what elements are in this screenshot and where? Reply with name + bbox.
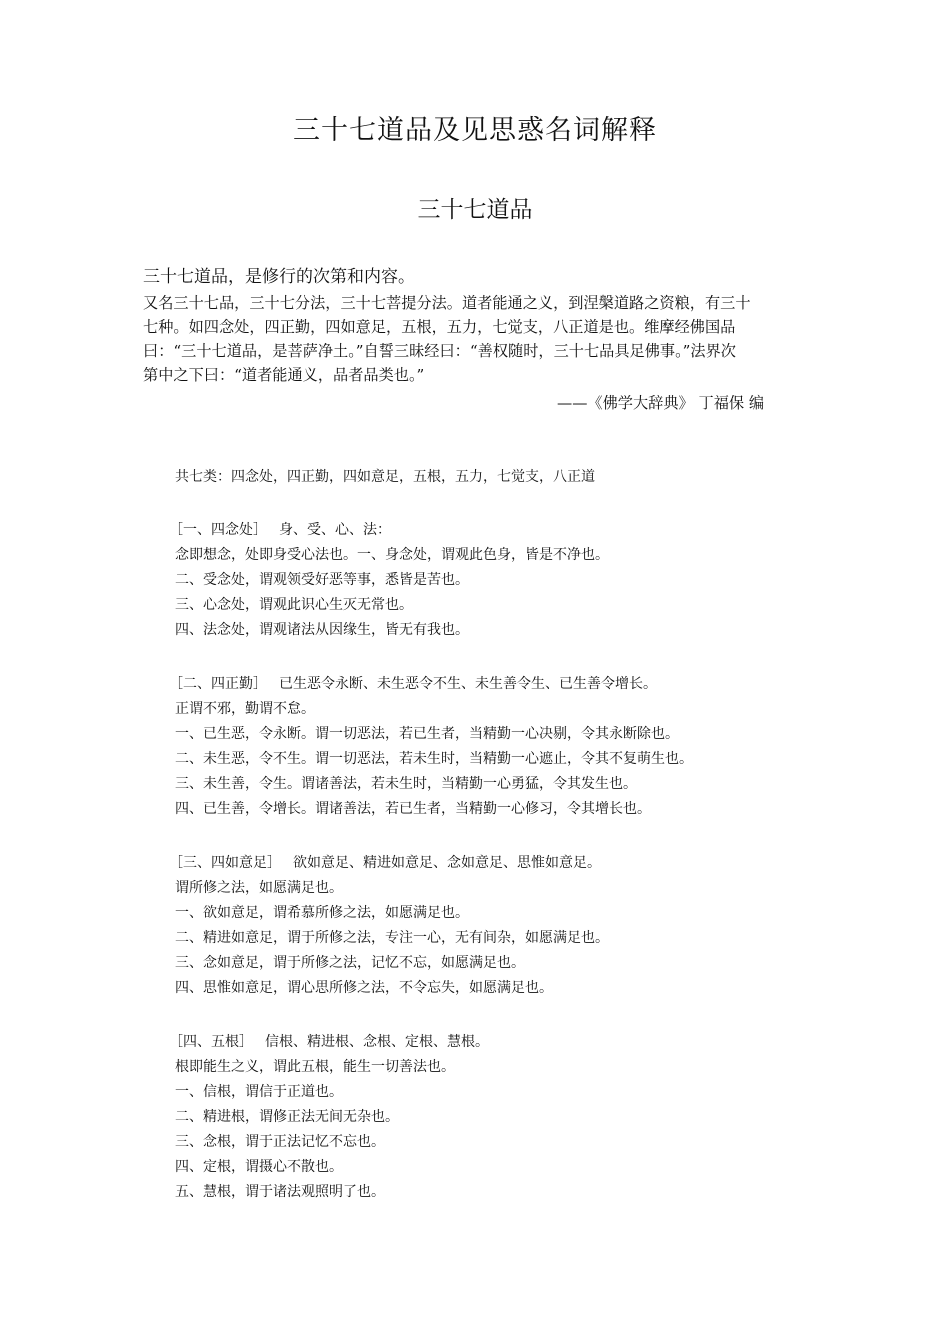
section-heading bbox=[169, 672, 875, 697]
section-line: 四、思惟如意足，谓心思所修之法，不令忘失，如愿满足也。 bbox=[175, 980, 553, 996]
section-line: 四、已生善，令增长。谓诸善法，若已生者，当精勤一心修习，令其增长也。 bbox=[175, 801, 651, 817]
intro-line: 曰：“三十七道品，是菩萨净土。”自誓三昧经曰：“善权随时，三十七品具足佛事。”法界次 bbox=[143, 342, 736, 360]
section-four-right-efforts bbox=[169, 672, 875, 822]
section-heading bbox=[169, 851, 875, 876]
section-line: 念即想念，处即身受心法也。一、身念处，谓观此色身，皆是不净也。 bbox=[175, 547, 609, 563]
section-line: 三、心念处，谓观此识心生灭无常也。 bbox=[175, 597, 413, 613]
section-line: 根即能生之义，谓此五根，能生一切善法也。 bbox=[175, 1059, 455, 1075]
section-line: 谓所修之法，如愿满足也。 bbox=[175, 880, 343, 896]
document-title: 三十七道品及见思惑名词解释 bbox=[293, 115, 657, 146]
section-heading-label: ［一、四念处］ bbox=[169, 522, 267, 538]
section-four-mindfulness bbox=[169, 518, 875, 643]
section-heading-items: 已生恶令永断、未生恶令不生、未生善令生、已生善令增长。 bbox=[279, 676, 657, 692]
intro-lead: 三十七道品，是修行的次第和内容。 bbox=[143, 267, 415, 287]
intro-block bbox=[143, 264, 813, 387]
section-line: 正谓不邪，勤谓不怠。 bbox=[175, 701, 315, 717]
category-summary: 共七类：四念处，四正勤，四如意足，五根，五力，七觉支，八正道 bbox=[175, 469, 595, 485]
section-heading-items: 信根、精进根、念根、定根、慧根。 bbox=[265, 1034, 489, 1050]
section-line: 二、精进根，谓修正法无间无杂也。 bbox=[175, 1109, 399, 1125]
section-heading-label: ［四、五根］ bbox=[169, 1034, 253, 1050]
document-body bbox=[169, 465, 875, 1205]
section-line: 二、未生恶，令不生。谓一切恶法，若未生时，当精勤一心遮止，令其不复萌生也。 bbox=[175, 751, 693, 767]
section-line: 四、定根，谓摄心不散也。 bbox=[175, 1159, 343, 1175]
section-heading-items: 欲如意足、精进如意足、念如意足、思惟如意足。 bbox=[293, 855, 601, 871]
section-line: 一、已生恶，令永断。谓一切恶法，若已生者，当精勤一心决剔，令其永断除也。 bbox=[175, 726, 679, 742]
section-line: 三、未生善，令生。谓诸善法，若未生时，当精勤一心勇猛，令其发生也。 bbox=[175, 776, 637, 792]
section-heading-label: ［二、四正勤］ bbox=[169, 676, 267, 692]
section-heading bbox=[169, 518, 875, 543]
section-heading bbox=[169, 1030, 875, 1055]
section-line: 五、慧根，谓于诸法观照明了也。 bbox=[175, 1184, 385, 1200]
section-line: 二、精进如意足，谓于所修之法，专注一心，无有间杂，如愿满足也。 bbox=[175, 930, 609, 946]
intro-line: 七种。如四念处，四正勤，四如意足，五根，五力，七觉支，八正道是也。维摩经佛国品 bbox=[143, 318, 736, 336]
source-attribution: ——《佛学大辞典》 丁福保 编 bbox=[557, 394, 765, 412]
intro-line: 第中之下曰：“道者能通义，品者品类也。” bbox=[143, 366, 425, 384]
intro-line: 又名三十七品，三十七分法，三十七菩提分法。道者能通之义，到涅槃道路之资粮，有三十 bbox=[143, 294, 751, 312]
section-four-bases-of-power bbox=[169, 851, 875, 1001]
section-line: 三、念如意足，谓于所修之法，记忆不忘，如愿满足也。 bbox=[175, 955, 525, 971]
section-line: 三、念根，谓于正法记忆不忘也。 bbox=[175, 1134, 385, 1150]
section-line: 一、信根，谓信于正道也。 bbox=[175, 1084, 343, 1100]
section-title: 三十七道品 bbox=[417, 197, 533, 223]
section-line: 二、受念处，谓观领受好恶等事，悉皆是苦也。 bbox=[175, 572, 469, 588]
section-line: 四、法念处，谓观诸法从因缘生，皆无有我也。 bbox=[175, 622, 469, 638]
section-five-roots bbox=[169, 1030, 875, 1205]
section-heading-label: ［三、四如意足］ bbox=[169, 855, 281, 871]
section-line: 一、欲如意足，谓希慕所修之法，如愿满足也。 bbox=[175, 905, 469, 921]
section-heading-items: 身、受、心、法： bbox=[279, 522, 391, 538]
